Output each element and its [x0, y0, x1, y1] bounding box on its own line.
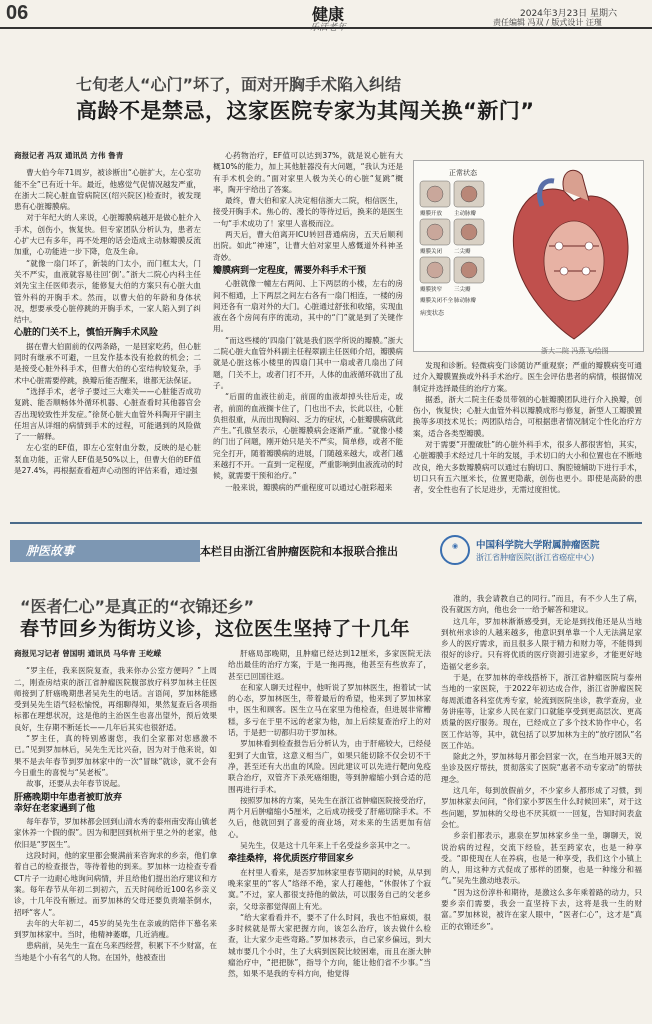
paragraph: “罗主任，我来医院复查，我来你办公室方便吗？”上周二，刚查房结束的浙江省肿瘤医院腹部放疗科罗加林主任医师接到了肝癌晚期患者吴先生的电话。言语间，罗加林能感受到吴先生语气轻松愉悦，再细聊得知，果然复查后各项指标都在理想状况，这是他的主治医生也喜出望外，预后效果良好，生存期不断延长——几年后其实也很舒适。: [14, 666, 217, 732]
paragraph: 每年春节，罗加林都会回到山清水秀的泰州南安海山镇老家休养一个假的假”。因为和肥回到杭州于里之外的老家，他依旧是“罗医生”。: [14, 817, 217, 849]
paragraph: 左心室的EF值，即左心室射血分数，反映的是心脏泵血功能，正常人EF值是50%以上，但曹大伯的EF值是27.4%，再根据查看超声心动图的评估来看，通过强: [14, 443, 201, 476]
paragraph: 这几年，罗加林渐渐感受到，无论是到找他还是从当地到杭州求诊的人越来越多，他意识到单靠一个人无法满足家乡人的医疗需求，而且很多人限于精力和财力等，不能得到很好的诊疗。只有将优质的医疗资源引进家乡，才能更好地造福父老乡亲。: [441, 616, 642, 671]
article1-column-3: [413, 360, 642, 516]
article1-subhead-2: 瓣膜病到一定程度，需要外科手术干预: [213, 265, 367, 276]
paragraph: 曹大伯今年71周岁，被诊断出“心脏扩大，左心室功能不全”已有近十年。最近，他感觉气促情况越发严重，在浙大二院心脏血管病院区(绍兴院区)检查时，被发现患有心脏瓣膜病。: [14, 168, 201, 212]
paragraph: “罗主任，真的特别感谢您，我们全家都对您感激不已。”见到罗加林后，吴先生无比兴奋，因为对于他来说，如果不是去年春节到罗加林家中的一次“冒昧”就诊，就不会有今日重生的喜悦与“吴老板”。: [14, 734, 217, 777]
paragraph: 故事，还要从去年春节说起。: [26, 779, 125, 789]
paragraph: “而这些楼的‘四扇门’就是我们医学所说的瓣膜。”浙大二院心脏大血管外科副主任程翠副主任医师介绍，瓣膜病就是心脏这栋小楼里的四扇门其中一扇或者几扇出了问题，门关不上，或者门打不开，人体的血液循环就出了乱子。: [213, 335, 403, 390]
heart-illustration-svg: [414, 161, 643, 351]
paragraph: 去年的大年初二，45岁的吴先生在亲戚的陪伴下慕名来到罗加林家中。当时，他精神萎靡，几近消瘦。: [14, 918, 217, 940]
article2-subhead-2: 牵挂桑梓，将优质医疗带回家乡: [228, 854, 355, 865]
paragraph: 据在曹大伯面前的仅两条路，一是回家吃药，但心脏同时有继承不可避，一旦发作基本没有抢救的机会；二是接受心脏外科手术，但曹大伯的心室结构较复杂，手术中心脏需要停跳，换瓣后能否醒来，谁都无法保证。: [14, 341, 201, 385]
paragraph: 按照罗加林的方案，吴先生在浙江省肿瘤医院接受治疗，两个月后肿瘤缩小5厘米，之后成功接受了肝癌切除手术。不久后，他就回到了喜爱的商业场，对未来的生活更加有信心。: [228, 795, 431, 839]
figure-credit: 浙大二院 冯燕飞/绘图: [541, 347, 609, 355]
article1-byline: 商报记者 冯双 通讯员 方伟 鲁青: [14, 151, 124, 160]
paragraph: 两天后，曹大伯离开ICU转回普通病房，五天后顺利出院。如此“神速”，让曹大伯对家里人感慨道外科神圣奇妙。: [213, 230, 403, 262]
article1-column-1: [14, 150, 201, 516]
paragraph: 心脏就像一幢左右两间、上下两层的小楼，左右的房间不相通，上下两层之间左右各有一扇门相连，一楼的房间还各有一扇对外的大门。心脏通过舒张和收缩，实现血液在各个房间有序的流动，其中的“门”就是到了关键作用。: [213, 279, 403, 334]
article2-subhead-1: 肝癌晚期中年患者被盯放弃 幸好在老家遇到了他: [14, 792, 123, 814]
column-sponsor: 本栏目由浙江省肿瘤医院和本报联合推出: [200, 545, 398, 558]
paragraph: “后面的血液往前走，前面的血液却掉头往后走，或者，前面的血液搁卡住了，门也出不去，长此以往，心脏负担很重，从而出现胸闷、乏力的症状，心脏瓣膜病就此产生。”孔傲坚表示，心脏瓣膜病会逐渐严重。“就像小楼的门出了问题，刚开始只是关不严实，简单修，或者不能完全打开，随着瓣膜病的进展，门随越来越大，或者门越来越打不开。一直到一定程度，严重影响到血液流动的时候，就需要干预和治疗。”: [213, 392, 403, 481]
page-number: 06: [6, 2, 29, 24]
paragraph: 乡亲们都表示，惠泉在罗加林家乡坐一坐，聊聊天，说说治病的过程，交流下经验，甚至跨家农，也是一种享受。“即使现在人在养病，也是一种享受，我们这个小镇上的人，用这种方式促成了那样的团聚，也是一种缘分和福气。”吴先生激动地表示。: [441, 831, 642, 886]
paragraph: 发现和诊断。轻微病变门诊随访严重观察；严重的瓣膜病变可通过介入瓣膜置换或外科手术治疗。医生会评估患者的病情，根据情况制定并选择最佳的治疗方案。: [413, 361, 642, 393]
legend-item: 肺动脉瓣: [454, 298, 477, 304]
paragraph: 最终，曹大伯和家人决定相信浙大二院，相信医生，接受开胸手术。焦心的、漫长的等待过后，换来的是医生一句“手术成功了！家里人喜极而泣。: [213, 196, 403, 228]
column-banner: 肿医故事: [10, 540, 200, 562]
article2-column-1: [14, 648, 217, 1020]
paragraph: 这段时间，他的家里都会聚满前来咨询求的乡亲，他们拿着自己的检查报告，等待着他的到来。罗加林一边检查专看CT片子一边耐心地询问病情，并且给他们提出治疗建议和方案。每年春节从年初二到初六，五天时间给近100名乡亲义诊，十几年没有断过。而罗加林的父母还要负责端茶倒水，招呼“客人”。: [14, 851, 217, 917]
heart-valve-illustration: [413, 160, 644, 352]
paragraph: 在和家人聊天过程中，他听说了罗加林医生，抱着试一试的心态，罗加林医生，带着最后的希望，他来到了罗加林家中，医生和顾客。医生立马在家里为他检查，但进展非常糟糕，多亏在于里不远的老家为他，加上后续复查治疗上的对话，于是把一切都归功于罗加林。: [228, 682, 431, 738]
legend-item: 二尖瓣: [454, 249, 471, 255]
paragraph: “给大家看看并不，要不了什么时间，我也不怕麻烦，很多时候就是帮大家把握方向，该怎么治疗，该去做什么检查，让大家少走些弯路。”罗加林表示，自己家乡偏远，到大城市要几个小时，生了大病到医院比较困难，而且在浙大肿瘤治疗中，“把把脉”，指导个方向，能让他们省不少事。”当然，如果不是我的专科方向，他觉得: [228, 912, 431, 979]
article2-headline: 春节回乡为街坊义诊，这位医生坚持了十几年: [20, 618, 411, 640]
legend-item: 三尖瓣: [454, 287, 471, 293]
paragraph: 患病前，吴先生一直在乌来西经营，积累下不少财富，在当地是个小有名气的人物。在国外，他被查出: [14, 941, 217, 962]
paragraph: 于是，在罗加林的牵线搭桥下，浙江省肿瘤医院与泰州当地的一家医院，于2022年初达成合作，浙江省肿瘤医院每周派遣各科室优秀专家，轮流到医院坐诊，教学查房，业务讲座等，让家乡人民在家门口就能享受到更高层次、更高质量的医疗服务。现在，已经成立了多个技术协作中心，名医工作站等，其中，就包括了以罗加林为主的“放疗团队”名医工作站。: [441, 673, 642, 750]
paragraph: 吴先生，仅是这十几年来上千名受益乡亲其中之一。: [240, 841, 415, 851]
article1-subhead-1: 心脏的门关不上，慎怕开胸手术风险: [14, 328, 159, 339]
paragraph: 据悉，浙大二院主任委员带领的心脏瓣膜团队进行介入换瓣，创伤小，恢复快；心脏大血管外科以瓣膜成形与修复，新型人工瓣膜置换等多项技术见长；两团队结合，可根据患者情况制定个性化治疗方案，适合各类型瓣膜。: [413, 394, 642, 438]
issue-date: 2024年3月23日 星期六: [520, 9, 617, 19]
section-title: 健康: [311, 5, 344, 24]
legend-item: 主动脉瓣: [454, 211, 477, 217]
legend-item: 瓣膜关闭不全: [420, 298, 454, 304]
article1-kicker: 七旬老人“心门”坏了，面对开胸手术陷入纠结: [76, 75, 402, 94]
paragraph: 罗加林看到检查报告后分析认为，由于肝癌较大，已经侵犯到了大血管，这意义相当广，如果只能切除不仅会切不干净，甚至还有大出血的风险。因此建议可以先进行靶向免疫联合治疗，双管齐下杀死癌细胞，等到肿瘤缩小到合适的范围再进行手术。: [228, 739, 431, 794]
paragraph: “就像一扇门坏了，新装的门太小，而门框太大，门关不严实，血液就容易往回‘倒’。”浙大二院心内科主任刘先宝主任医师表示，能修复大伯的方案只有心脏大血管外科的开胸手术。然而，以曹大伯的年龄和身体状况，想要承受心脏停跳的开胸手术，一家人陷入到了纠结中。: [14, 258, 201, 325]
paragraph: 这几年，每到放假前夕，不少家乡人都形成了习惯，到罗加林家去问问，“你们家小罗医生什么时候回来”，对于这些问题，罗加林的父母也不厌其烦一一回复，告知时间表盒会忙。: [441, 786, 642, 829]
editor-credit: 责任编辑 冯双 / 版式设计 汪瑾: [493, 18, 602, 27]
paragraph: 对于需要“开膛破肚”的心脏外科手术，很多人都很害怕，其实，心脏瓣膜手术经过几十年的发展，手术切口的大小和位置也在不断地改良，绝大多数瓣膜病可以通过右胸切口、胸腔镜辅助下进行手术，切口只有五六厘米长，位置更隐蔽，创伤也更小。即使是高龄的患者，安全性也有了长足进步，无需过度担忧。: [413, 440, 642, 495]
paragraph: 对于年纪大的人来说，心脏瓣膜病越开是做心脏介入手术，创伤小，恢复快。但专家团队分析认为，患者左心扩大已有多年，再不处理的话会造成主动脉瓣膜反流加重，心功能进一步下降，危及生命。: [14, 213, 201, 257]
paragraph: 准的，我会请教自己的同行。”而且，有不少人生了病，没有就医方向，他也会一一给予解答和建议。: [441, 594, 642, 615]
paragraph: 在村里人看来，是否罗加林家里春节期间的时候，从早到晚来家里的“客人”络绎不绝，家人打趣他，“休假休了个寂寞。”不过，家人都很支持他的做法，可以服务自己的父老乡亲，父母亲都觉得面上有光。: [228, 867, 431, 911]
figure-note: 病变状态: [420, 310, 445, 317]
hospital-subname: 浙江省肿瘤医院(浙江省癌症中心): [476, 553, 595, 562]
paragraph: 一般来说，瓣膜病的严重程度可以通过心脏彩超来: [225, 482, 393, 492]
hospital-name: 中国科学院大学附属肿瘤医院: [476, 540, 600, 551]
paragraph: “选择手术，老爷子要过三大难关——心脏能否成功复跳、能否顺畅体外循环机器、心脏查看时其他器官会否出现较致性并发症。”徐贤心脏大血管外科陶开宇副主任坦言从详细的病情到手术的过程，可能遇到的风险做了一一解释。: [14, 386, 201, 442]
article2-byline: 商报见习记者 曾国明 通讯员 马华青 王屹嵘: [14, 649, 162, 658]
article1-column-2: [213, 150, 403, 516]
figure-label-normal: 正常状态: [449, 169, 477, 177]
hospital-logo-icon: ◉: [440, 535, 470, 565]
article2-kicker: “医者仁心”是真正的“衣锦还乡”: [20, 597, 255, 616]
legend-item: 瓣膜关闭: [420, 249, 443, 255]
legend-item: 瓣膜开放: [420, 211, 443, 217]
article1-headline: 高龄不是禁忌，这家医院专家为其闯关换“新门”: [76, 99, 535, 123]
section-divider: [10, 522, 642, 524]
paragraph: 心药物治疗，EF值可以达到37%，就是说心脏有大概10%的能力，加上其他脏器没有大问题，“我认为还是有手术机会的。”面对家里人极为关心的心脏“复跳”概率，陶开宇给出了答案。: [213, 151, 403, 194]
article2-column-2: [228, 648, 431, 1020]
masthead-rule: [0, 27, 652, 29]
paragraph: 除此之外，罗加林每月都会回家一次，在当地开展3天的坐诊及医疗帮扶，贯彻落实了医院“惠者不动专家动”的帮扶理念。: [441, 752, 642, 784]
legend-item: 瓣膜狭窄: [420, 287, 443, 293]
article2-column-3: [441, 593, 642, 1020]
paragraph: 肝癌局部晚期，且肿瘤已经达到12厘米，多家医院无法给出最佳的治疗方案，于是一拖再拖，他甚至有些放弃了，甚至已回国往返。: [228, 649, 431, 681]
paragraph: “因为这份淳朴和期待，是激这么多年乘着路的动力，只要乡亲们需要，我会一直坚持下去，这将是我一生的财富。”罗加林说，被许在家人眼中，“医者仁心”，这才是“真正的衣锦还乡”。: [441, 887, 642, 931]
